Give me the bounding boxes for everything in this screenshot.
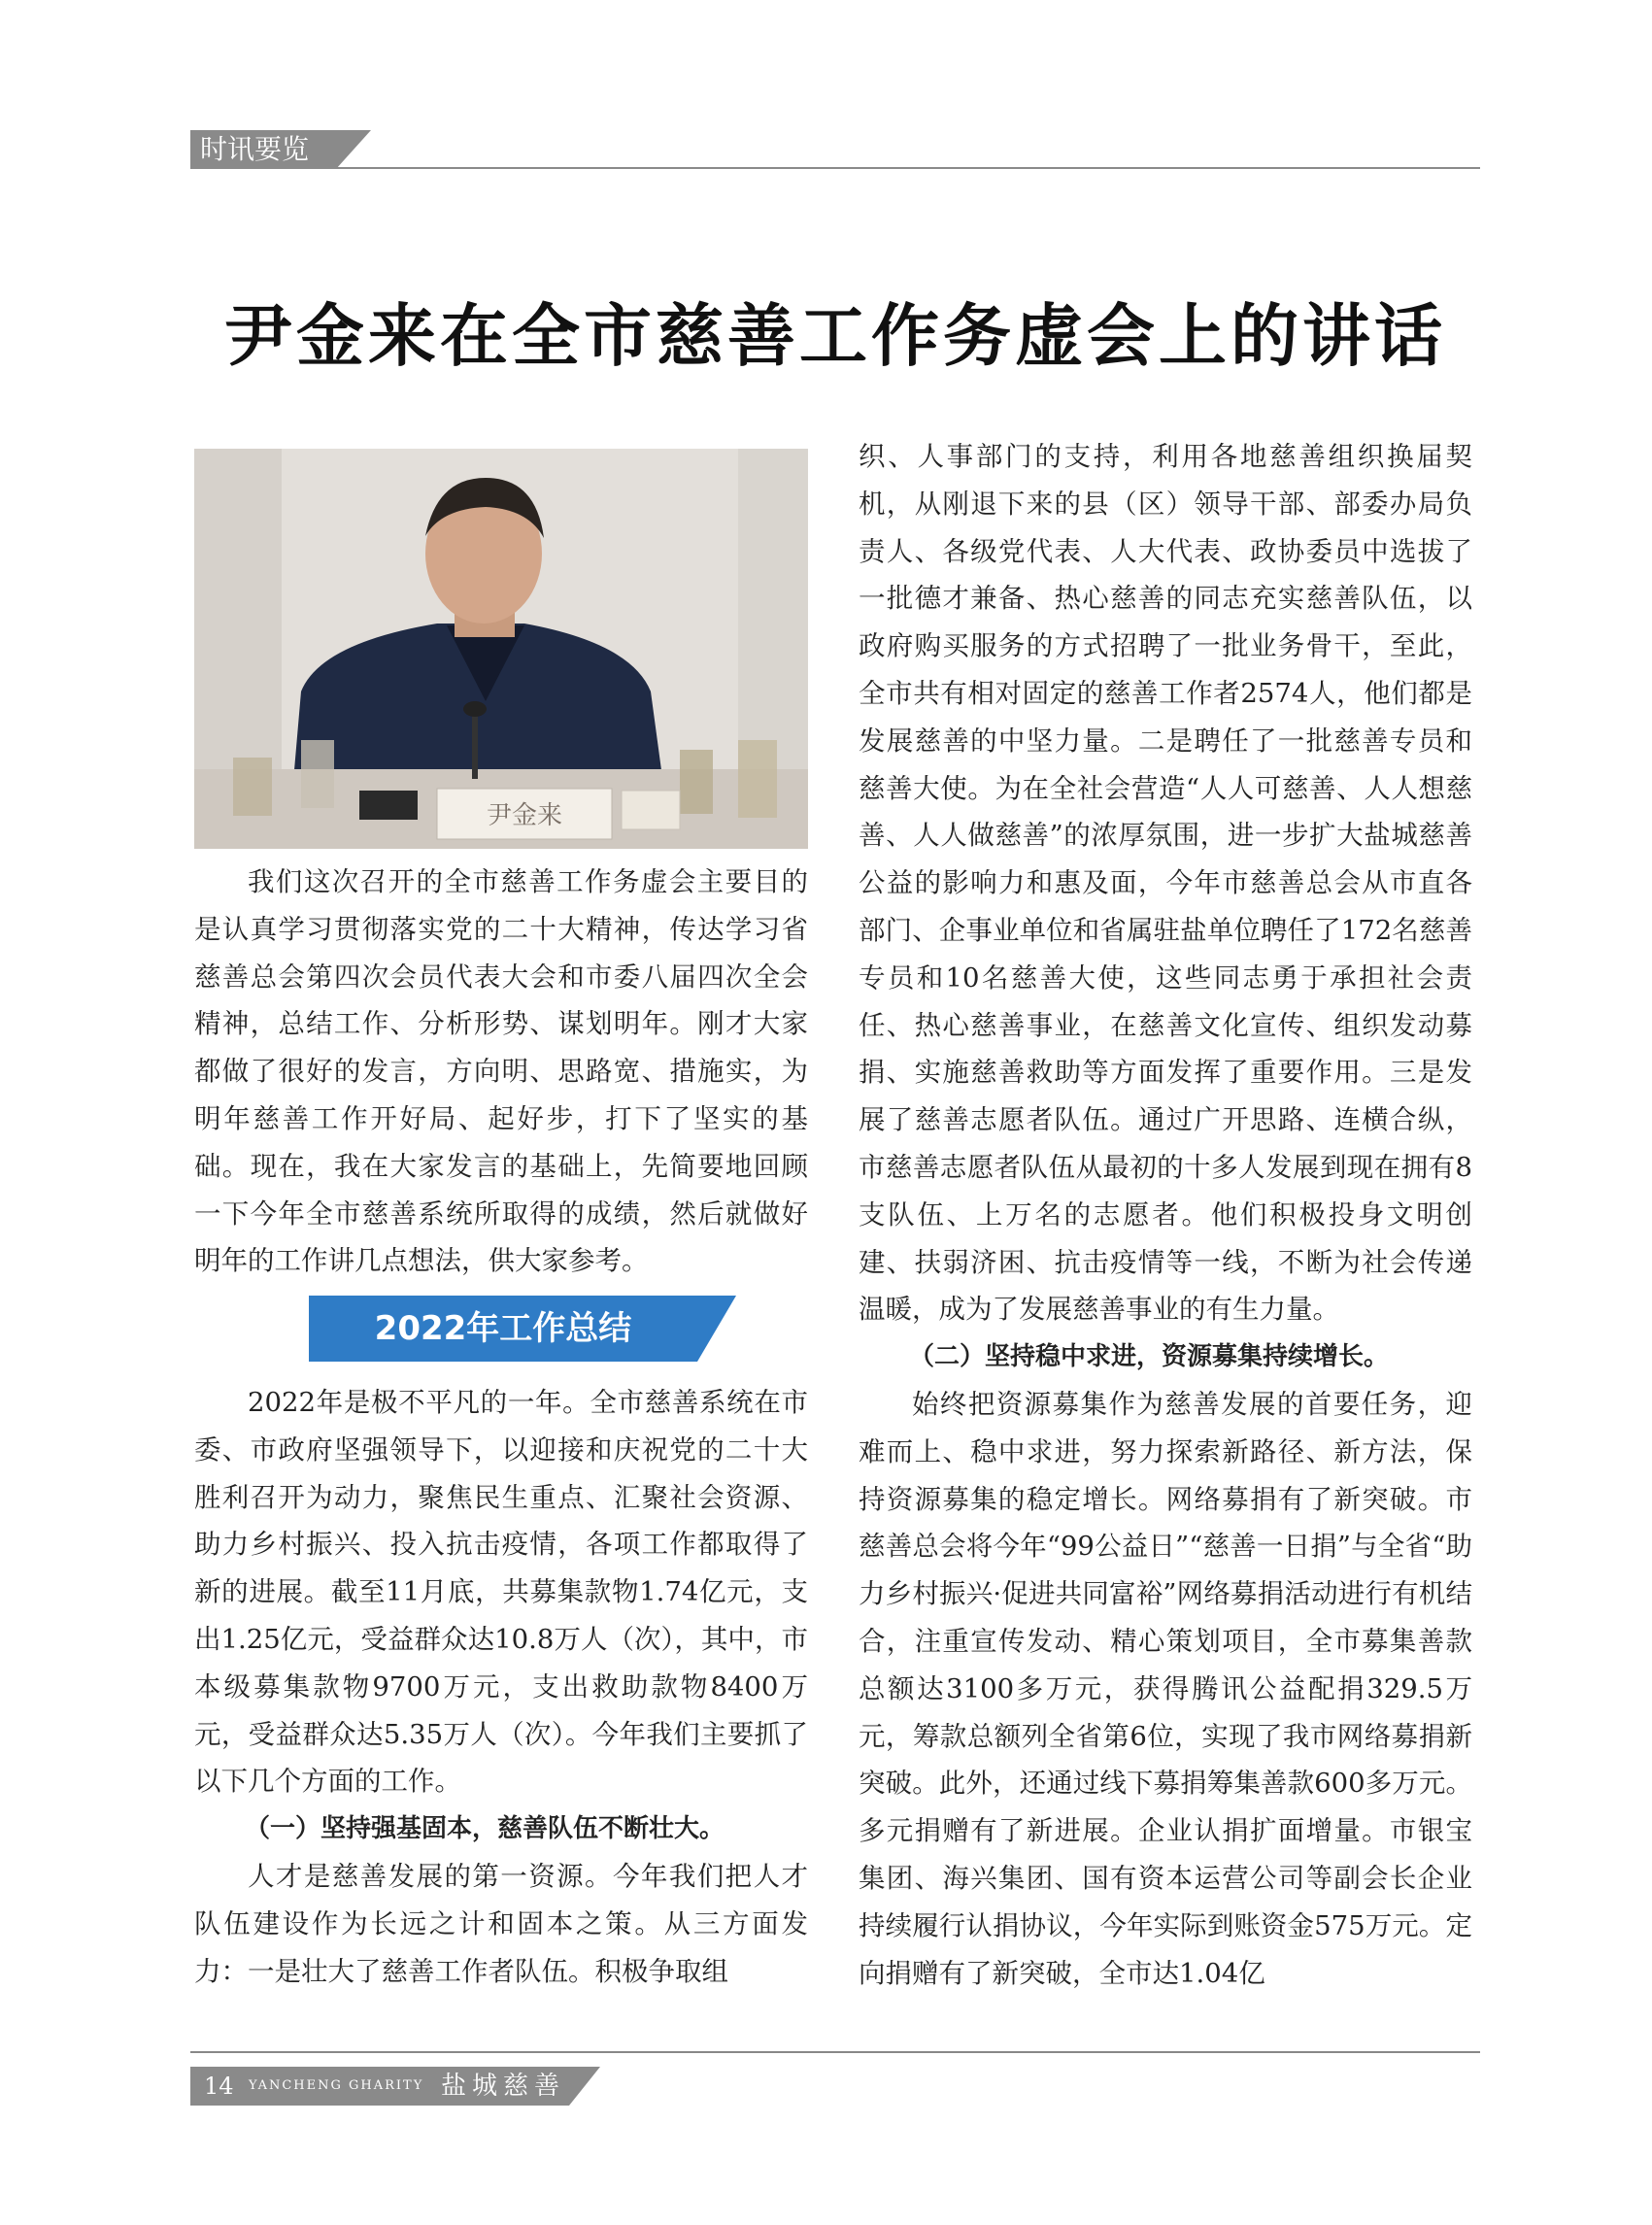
- footer-rule: [190, 2051, 1480, 2053]
- paragraph: 人才是慈善发展的第一资源。今年我们把人才队伍建设作为长远之计和固本之策。从三方面发力：一是壮大了慈善工作者队伍。积极争取组: [194, 1860, 808, 1987]
- right-body: [859, 433, 1472, 1997]
- intro-paragraph: 我们这次召开的全市慈善工作务虚会主要目的是认真学习贯彻落实党的二十大精神，传达学习省慈善总会第四次会员代表大会和市委八届四次全会精神，总结工作、分析形势、谋划明年。刚才大家都做了很好的发言，方向明、思路宽、措施实，为明年慈善工作开好局、起好步，打下了坚实的基础。现在，我在大家发言的基础上，先简要地回顾一下今年全市慈善系统所取得的成绩，然后就做好明年的工作讲几点想法，供大家参考。: [194, 866, 808, 1277]
- subheading: （二）坚持稳中求进，资源募集持续增长。: [909, 1342, 1390, 1372]
- paragraph-continued: 织、人事部门的支持，利用各地慈善组织换届契机，从刚退下来的县（区）领导干部、部委办局负责人、各级党代表、人大代表、政协委员中选拔了一批德才兼备、热心慈善的同志充实慈善队伍，以政府购买服务的方式招聘了一批业务骨干，至此，全市共有相对固定的慈善工作者2574人，他们都是发展慈善的中坚力量。二是聘任了一批慈善专员和慈善大使。为在全社会营造“人人可慈善、人人想慈善、人人做慈善”的浓厚氛围，进一步扩大盐城慈善公益的影响力和惠及面，今年市慈善总会从市直各部门、企事业单位和省属驻盐单位聘任了172名慈善专员和10名慈善大使，这些同志勇于承担社会责任、热心慈善事业，在慈善文化宣传、组织发动募捐、实施慈善救助等方面发挥了重要作用。三是发展了慈善志愿者队伍。通过广开思路、连横合纵，市慈善志愿者队伍从最初的十多人发展到现在拥有8支队伍、上万名的志愿者。他们积极投身文明创建、扶弱济困、抗击疫情等一线，不断为社会传递温暖，成为了发展慈善事业的有生力量。: [859, 441, 1472, 1326]
- section-label-slant: [336, 130, 371, 169]
- section-banner-slant: [697, 1296, 736, 1362]
- footer-tab-slant: [569, 2067, 600, 2106]
- paragraph: 始终把资源募集作为慈善发展的首要任务，迎难而上、稳中求进，努力探索新路径、新方法，保持资源募集的稳定增长。网络募捐有了新突破。市慈善总会将今年“99公益日”“慈善一日捐”与全省“助力乡村振兴·促进共同富裕”网络募捐活动进行有机结合，注重宣传发动、精心策划项目，全市募集善款总额达3100多万元，获得腾讯公益配捐329.5万元，筹款总额列全省第6位，实现了我市网络募捐新突破。此外，还通过线下募捐筹集善款600多万元。多元捐赠有了新进展。企业认捐扩面增量。市银宝集团、海兴集团、国有资本运营公司等副会长企业持续履行认捐协议，今年实际到账资金575万元。定向捐赠有了新突破，全市达1.04亿: [859, 1388, 1472, 1989]
- intro-text: [194, 859, 808, 1285]
- header-rule: [190, 167, 1480, 169]
- left-body: [194, 1379, 808, 1995]
- speaker-photo-illustration: [194, 449, 808, 849]
- name-placard-text: 尹金来: [486, 801, 563, 830]
- magazine-name-en: YANCHENG GHARITY: [249, 2078, 424, 2093]
- paragraph: 2022年是极不平凡的一年。全市慈善系统在市委、市政府坚强领导下，以迎接和庆祝党的二十大胜利召开为动力，聚焦民生重点、汇聚社会资源、助力乡村振兴、投入抗击疫情，各项工作都取得了新的进展。截至11月底，共募集款物1.74亿元，支出1.25亿元，受益群众达10.8万人（次），其中，市本级募集款物9700万元，支出救助款物8400万元，受益群众达5.35万人（次）。今年我们主要抓了以下几个方面的工作。: [194, 1387, 808, 1798]
- subheading: （一）坚持强基固本，慈善队伍不断壮大。: [245, 1814, 725, 1844]
- article-title: 尹金来在全市慈善工作务虚会上的讲话: [224, 295, 1446, 376]
- speaker-photo: [194, 449, 808, 849]
- magazine-name-cn: 盐城慈善: [441, 2072, 566, 2101]
- page-number: 14: [204, 2073, 234, 2100]
- section-banner: 2022年工作总结: [309, 1296, 697, 1362]
- section-label: 时讯要览: [190, 130, 336, 169]
